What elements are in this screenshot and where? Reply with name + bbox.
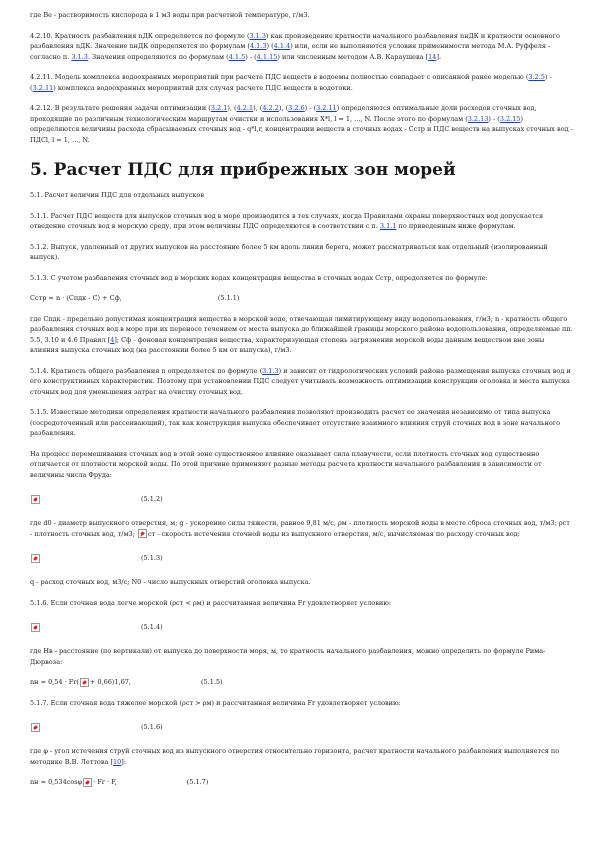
equation-number: (5.1.7) [186,778,209,786]
section-link[interactable]: 3.1.3 [71,52,88,61]
paragraph-4-2-10: 4.2.10. Кратность разбавления nДК определяется по формуле (3.1.3) как произведение кратности начального разбавления nнДК и кратности основного разбавления nДК. Значение nнДК определяется по формулам (4.1.3) (4.1.4) или, если не выполняются условия применимости метода М.А. Руффеля - согласно п. 3.1.3. Значения определяются по формулам (4.1.5) - (4.1.15) или численным методом А.В. Караушева [14]. [30,31,560,61]
paragraph-5-1-1: 5.1.1. Расчет ПДС веществ для выпусков сточных вод в море производится в тех случаях, когда Правилами охраны поверхностных вод допускается отведение сточных вод в морскую среду, при этом величины ПДС определяются в соответствии с п. 3.1.1 по приведенным ниже формулам. [30,211,544,230]
formula-link[interactable]: 4.1.4 [273,42,291,50]
formula-link[interactable]: 3.2.11 [32,83,54,92]
formula-link[interactable]: 3.2.13 [467,114,489,123]
broken-image-icon [31,723,40,732]
paragraph-where-2: где d0 - диаметр выпускного отверстия, м; g - ускорение силы тяжести, равное 9,81 м/с, ρм - плотность морской воды в месте сброса сточных вод, т/м3; ρст - плотность сточных вод, т/м3; ст - скорость истечения сточной воды из выпускного отверстия, м/с, вычисляемая по расходу сточных вод: [30,519,570,538]
section-heading: 5. Расчет ПДС для прибрежных зон морей [30,160,456,180]
paragraph-where-3: где Нв - расстояние (по вертикали) от выпуска до поверхности моря, м, то кратность начального разбавления, можно определить по формуле Рима-Дюрвоза: [30,647,546,666]
formula-link[interactable]: 3.2.15 [499,114,521,123]
equation-5-1-5: nн = 0,54 · Fr( + 0,66)1,67, (5.1.5) [30,678,223,686]
equation-5-1-4 [30,618,573,636]
formula-link[interactable]: 3.1.3 [262,366,279,375]
paragraph-4-2-11: 4.2.11. Модель комплекса водоохранных мероприятий при расчете ПДС веществ в водоемы полностью совпадает с описанной ранее моделью (3.2.5) - (3.2.11) комплекса водоохранных мероприятий для случая расчете ПДС веществ в водотоки. [30,73,552,92]
paragraph-solubility: где Ве - растворимость кислорода в 1 м3 воды при расчетной температуре, г/м3. [30,11,310,19]
paragraph-q: q - расход сточных вод, м3/с; N0 - число выпускных отверстий оголовка выпуска. [30,578,311,586]
formula-link[interactable]: 3.2.11 [316,104,337,112]
paragraph-5-1-2: 5.1.2. Выпуск, удаленный от других выпусков на расстояние более 5 км вдоль линии берега, может рассматриваться как отдельный (изолированный выпуск). [30,242,548,261]
formula-link[interactable]: 3.1.3 [249,31,267,40]
equation-number: (5.1.2) [141,495,163,503]
formula-link[interactable]: 4.1.3 [249,42,267,50]
formula-link[interactable]: 4.2.1 [236,104,254,112]
equation-5-1-6 [30,718,573,736]
equation-5-1-2 [30,490,573,508]
broken-image-icon [138,529,147,538]
broken-image-icon [31,623,40,632]
section-link[interactable]: 3.1.1 [379,222,397,230]
citation-link[interactable]: 10 [113,757,122,766]
paragraph-5-1-7: 5.1.7. Если сточная вода тяжелее морской (ρст > ρм) и рассчитанная величина Fr удовлетворяет условию: [30,698,401,707]
equation-number: (5.1.1) [217,294,240,302]
equation-number: (5.1.6) [141,723,163,731]
paragraph-5-1-5: 5.1.5. Известные методики определения кратности начального разбавления позволяют производить расчет ее значения независимо от типа выпуска (сосредоточенный или рассеивающий), так как конструкция выпуска обеспечивает отсутствие взаимного влияния струй сточных вод в зоне начального разбавления. [30,408,561,437]
broken-image-icon [31,554,40,563]
broken-image-icon [83,778,92,787]
equation-5-1-3 [30,549,573,567]
paragraph-froude-intro: На процесс перемешивания сточных вод в этой зоне существенное влияние оказывает сила плавучести, если плотность сточных вод существенно отличается от плотности морской воды. По этой причине применяют разные методы расчета кратности начального разбавления в зависимости от величины числа Фруда: [30,449,542,479]
equation-5-1-1: Сстр = n · (Спдк - С) + Сф, (5.1.1) [30,294,240,302]
equation-5-1-7: nн = 0,534cosφ · Fr · F, (5.1.7) [30,778,209,786]
paragraph-5-1-3: 5.1.3. С учетом разбавления сточных вод в морских водах концентрация вещества в сточных водах Сстр, определяется по формуле: [30,273,488,282]
paragraph-where-1: где Спдк - предельно допустимая концентрация вещества в морской воде, отвечающая лимитирующему виду водопользования, г/м3; n - кратность общего разбавления сточных вод в море при их переносе течением от места выпуска до ближайшей границы морского района водопользования, определяемые пп. 5.5, 3.10 и 4.6 Правил [4]; Сф - фоновая концентрация вещества, характеризующая степень загрязнения морской воды данным веществом вне зоны влияния выпуска сточных вод (на расстоянии более 5 км от выпуска), г/м3. [30,314,573,354]
citation-link[interactable]: 4 [110,335,115,344]
formula-link[interactable]: 3.2.5 [528,73,545,81]
broken-image-icon [80,678,89,687]
paragraph-4-2-12: 4.2.12. В результате решения задачи оптимизации (3.2.1), (4.2.1), (4.2.2), (3.2.6) - (3.2.11) определяются оптимальные доли расходов сточных вод, проходящие по различным технологическим маршрутам очистки и использования X*l, l = 1, ..., N. После этого по формулам (3.2.13) - (3.2.15) определяются величины расхода сбрасываемых сточных вод - q*l,r, концентрации веществ в сточных водах - Сстр и ПДС веществ на выпусках сточных вод - ПДСl, l = 1, ..., N. [30,104,573,144]
equation-number: (5.1.4) [141,623,163,631]
formula-link[interactable]: 3.2.6 [288,104,305,112]
citation-link[interactable]: 14 [428,52,437,61]
formula-link[interactable]: 3.2.1 [210,104,228,112]
subsection-title: 5.1. Расчет величин ПДС для отдельных выпусков [30,191,204,199]
paragraph-where-4: где φ - угол истечения струй сточных вод из выпускного отверстия относительно горизонта, расчет кратности начального разбавления выполняется по методике В.В. Леттова [10]: [30,747,560,766]
formula-link[interactable]: 4.2.2 [262,104,279,112]
paragraph-5-1-4: 5.1.4. Кратность общего разбавления n определяется по формуле (3.1.3) и зависит от гидрологических условий района размещения выпуска сточных вод и его конструктивных характеристик. Поэтому при установлении ПДС следует учитывать возможность оптимизации конструкции оголовка и места выпуска сточных вод для уменьшения затрат на очистку сточных вод. [30,366,571,396]
formula-link[interactable]: 4.1.15 [256,52,278,61]
broken-image-icon [31,495,40,504]
formula-link[interactable]: 4.1.5 [228,52,246,61]
paragraph-5-1-6: 5.1.6. Если сточная вода легче морской (ρст < ρм) и рассчитанная величина Fr удовлетворяет условию: [30,598,392,607]
equation-number: (5.1.5) [200,678,223,686]
equation-number: (5.1.3) [141,554,163,562]
